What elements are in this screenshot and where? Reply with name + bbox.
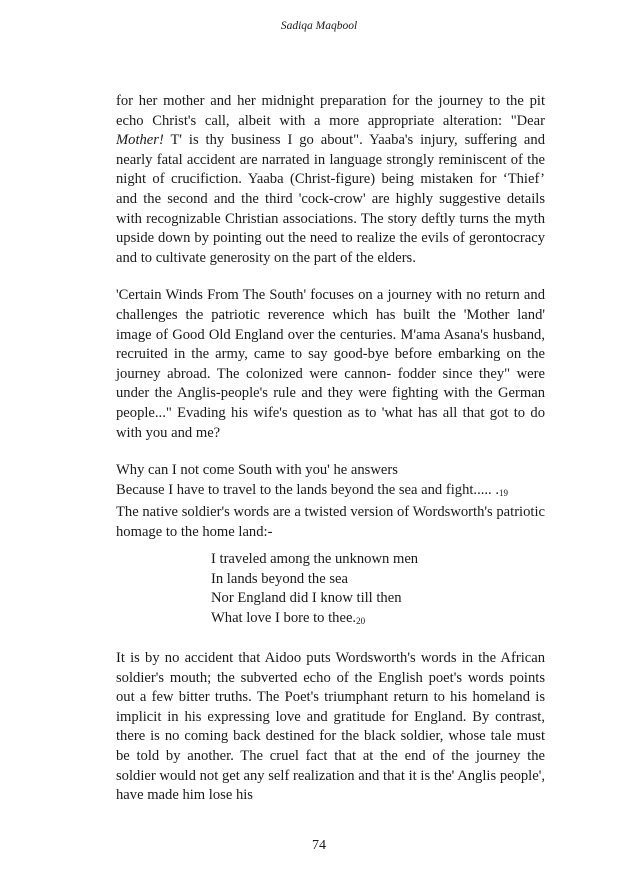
paragraph-2: 'Certain Winds From The South' focuses on a journey with no return and challenges the patriotic reverence which has built the 'Mother land' image of Good Old England over the centuries. M'ama Asana's husband, recruited in the army, came to say good-bye before embarking on the journey abroad. The colonized were cannon- fodder since they" were under the Anglis-people's rule and they were fighting with the German people..." Evading his wife's question as to 'what has all that got to do with you and me?	[116, 287, 545, 441]
verse-block	[211, 550, 638, 631]
footnote-marker-20: 20	[356, 615, 366, 626]
page-body	[116, 92, 545, 806]
paragraph-1-text-a: for her mother and her midnight preparation for the journey to the pit echo Christ's call, albeit with a more appropriate alteration: "Dear	[116, 93, 545, 129]
verse-line: I traveled among the unknown men	[211, 551, 419, 568]
verse-line: Nor England did I know till then	[211, 590, 402, 607]
footnote-marker-19: 19	[498, 487, 508, 498]
paragraph-3: The native soldier's words are a twisted version of Wordsworth's patriotic homage to the home land:-	[116, 504, 545, 540]
quote-line-2-text: Because I have to travel to the lands beyond the sea and fight..... .	[116, 481, 499, 498]
verse-line: In lands beyond the sea	[211, 570, 348, 587]
verse-line-4-text: What love I bore to thee.	[211, 609, 357, 626]
paragraph-1-text-b: T' is thy business I go about". Yaaba's injury, suffering and nearly fatal accident are narrated in language strongly reminiscent of the night of crucifiction. Yaaba (Christ-figure) being mistaken for ‘Thief’ and the second and the third 'cock-crow' are highly suggestive details with recognizable Christian associations. The story deftly turns the myth upside down by pointing out the need to realize the evils of gerontocracy and to cultivate generosity on the part of the elders.	[116, 132, 545, 266]
page-number: 74	[312, 838, 326, 853]
paragraph-1-italic: Mother!	[116, 132, 164, 149]
verse-line	[211, 609, 638, 631]
quote-line-2	[116, 481, 545, 504]
running-header: Sadiqa Maqbool	[280, 20, 358, 32]
quote-line-1: Why can I not come South with you' he answers	[116, 462, 398, 479]
paragraph-1	[116, 92, 545, 268]
paragraph-4: It is by no accident that Aidoo puts Wordsworth's words in the African soldier's mouth; the subverted echo of the English poet's words points out a few bitter truths. The Poet's triumphant return to his homeland is implicit in his expressing love and gratitude for England. By contrast, there is no coming back destined for the black soldier, whose tale must be told by another. The cruel fact that at the end of the journey the soldier would not get any self realization and that it is the' Anglis people', have made him lose his	[116, 650, 545, 804]
